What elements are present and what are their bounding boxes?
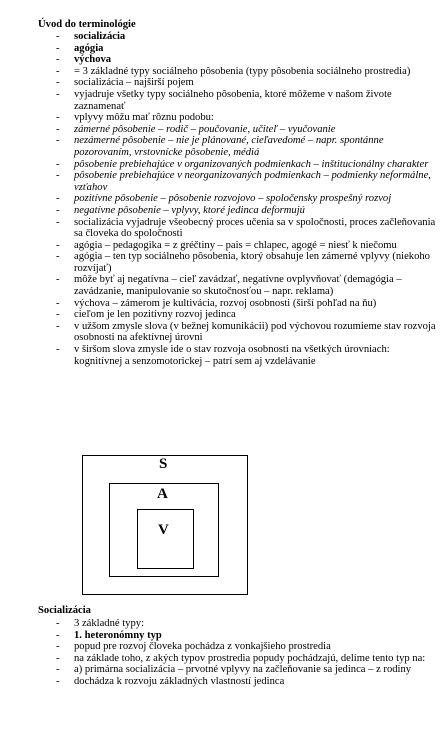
list-item: - nezámerné pôsobenie – nie je plánované, cieľavedomé – napr. spontánne pozorovaním, vrstovnícke pôsobenie, médiá (0, 135, 440, 158)
list-item: - pôsobenie prebiehajúce v organizovaných podmienkach – inštitucionálny charakter (0, 159, 440, 171)
list-item: - socializácia (0, 31, 440, 43)
list-item: - dochádza k rozvoju základných vlastností jedinca (0, 676, 440, 688)
list-item: - vplyvy môžu mať rôznu podobu: (0, 112, 440, 124)
list-item: - = 3 základné typy sociálneho pôsobenia (typy pôsobenia sociálneho prostredia) (0, 66, 440, 78)
list-item: - na základe toho, z akých typov prostredia popudy pochádzajú, delíme tento typ na: (0, 653, 440, 665)
list-item: - v širšom slova zmysle ide o stav rozvoja osobnosti na všetkých úrovniach: kognitívnej a senzomotorickej – patrí sem aj vzdelávanie (0, 344, 440, 367)
diagram-label-middle: A (157, 486, 168, 502)
list-item: - 3 základné typy: (0, 618, 440, 630)
section-heading-socialization: Socializácia (38, 605, 91, 616)
diagram-inner-box (137, 509, 194, 569)
list-item: - 1. heteronómny typ (0, 630, 440, 642)
list-item: - môže byť aj negatívna – cieľ zavádzať, negatívne ovplyvňovať (demagógia – zavádzanie, manipulovanie so skutočnosťou – napr. reklama) (0, 274, 440, 297)
nested-concepts-diagram (82, 455, 248, 595)
list-item: - popud pre rozvoj človeka pochádza z vonkajšieho prostredia (0, 641, 440, 653)
diagram-label-inner: V (158, 522, 169, 538)
list-item: - socializácia vyjadruje všeobecný proces učenia sa v spoločnosti, proces začleňovania sa človeka do spoločnosti (0, 217, 440, 240)
list-item: - a) primárna socializácia – prvotné vplyvy na začleňovanie sa jedinca – z rodiny (0, 664, 440, 676)
list-item: - agógia (0, 43, 440, 55)
list-item: - výchova (0, 54, 440, 66)
list-item: - socializácia – najširší pojem (0, 77, 440, 89)
list-item: - vyjadruje všetky typy sociálneho pôsobenia, ktoré môžeme v našom živote zaznamenať (0, 89, 440, 112)
section-heading-intro: Úvod do terminológie (38, 19, 136, 30)
list-item: - zámerné pôsobenie – rodič – poučovanie, učiteľ – vyučovanie (0, 124, 440, 136)
socialization-list (0, 618, 440, 688)
list-item: - v užšom zmysle slova (v bežnej komunikácii) pod výchovou rozumieme stav rozvoja osobnosti na afektívnej úrovni (0, 321, 440, 344)
list-item: - pôsobenie prebiehajúce v neorganizovaných podmienkach – podmienky neformálne, vzťahov (0, 170, 440, 193)
list-item: - cieľom je len pozitívny rozvoj jedinca (0, 309, 440, 321)
list-item: - výchova – zámerom je kultivácia, rozvoj osobnosti (širší pohľad na ňu) (0, 298, 440, 310)
list-item: - negatívne pôsobenie – vplyvy, ktoré jedinca deformujú (0, 205, 440, 217)
list-item: - agógia – pedagogika = z gréčtiny – pais = chlapec, agogé = niesť k niečomu (0, 240, 440, 252)
diagram-label-outer: S (159, 456, 168, 472)
diagram-middle-box (109, 483, 219, 577)
list-item: - agógia – ten typ sociálneho pôsobenia, ktorý obsahuje len zámerné vplyvy (niekoho rozvíjať) (0, 251, 440, 274)
list-item: - pozitívne pôsobenie – pôsobenie rozvojovo – spoločensky prospešný rozvoj (0, 193, 440, 205)
intro-list (0, 31, 440, 367)
